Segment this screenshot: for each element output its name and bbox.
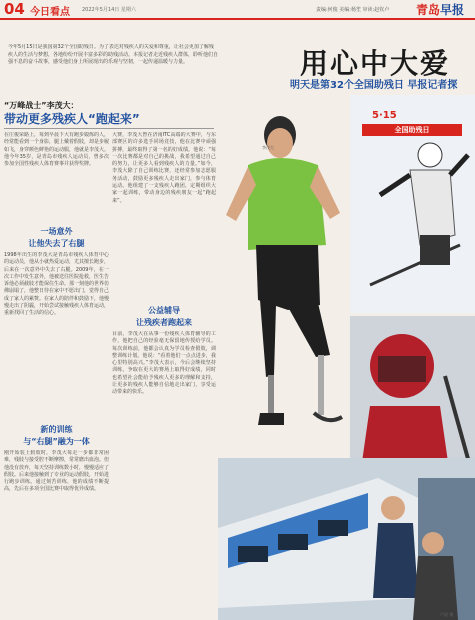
event-banner: 5·15 <box>372 110 397 121</box>
subheading-1b: 让他失去了右腿 <box>28 239 85 248</box>
divider <box>4 128 214 129</box>
event-banner-label: 全国助残日 <box>362 124 462 136</box>
page-number: 04 <box>4 0 25 18</box>
hockey-photo <box>350 316 475 476</box>
body-text-col5: 目前，李茂大在从事一份残疾人体育辅导的工作，他把自己的经验毫无保留地传授给学员。每次训练前，他都会认真为学员检查假肢，调整训练计划。他说：“看着他们一点点进步，我心里特别高兴。”李茂大表示，今后会继续坚持训练，争取在更大的赛场上取得好成绩，同时也希望社会能给予残疾人更多的理解和支持，让更多的残疾人能够自信地走出家门，享受运动带来的快乐。 <box>112 331 216 396</box>
runner-photo <box>218 95 348 455</box>
issue-date: 2022年5月14日 星期六 <box>82 7 136 13</box>
subheading-3a: 公益辅导 <box>148 306 180 315</box>
subheading-3b: 让残疾者跑起来 <box>136 318 192 327</box>
body-text-col1: 在庄俊荣路上，每到早晨下大有跑步锻炼的人，经常能看到一个身影，腿上戴着假肢，却是步履如飞，身穿颜色鲜艳的运动服，他就是李茂大。他今年35岁，是青岛市残疾人运动员，曾多次参加全国性残疾人体育赛事并获得奖牌。 <box>4 132 109 168</box>
editor-credits: 责编:何俊 美编:杨笙 审读:赵钦卢 <box>316 7 390 13</box>
body-text-col3: 刚开始装上假肢时，李茂大每走一步都非常困难，残肢与接受腔不断摩擦，常常磨出血泡。但他没有放弃，每天坚持训练数小时，慢慢适应了假肢。后来他接触到了专业的运动假肢，开始进行跑步训练。通过刻苦训练，他的成绩不断提高，先后在多项全国比赛中取得优异成绩。 <box>4 450 109 493</box>
brand-part-b: 早报 <box>440 3 465 17</box>
body-text-col4: 大赛，李茂大曾在济南ITC高端的大赛中，与东部赛区的许多选手同场竞技，他在比赛中顽强拼搏，最终取得了第一名的好成绩。他说：“每一次比赛都是对自己的挑战，我希望通过自己的努力，让更多人看到残疾人的力量。”如今，李茂大除了自己训练比赛，还经常参加志愿服务活动，鼓励更多残疾人走出家门，参与体育运动。他组建了一支残疾人跑团，定期组织大家一起训练，带动身边的残疾朋友一起“跑起来”。 <box>112 132 216 204</box>
photo-credit: 卢晨 摄 <box>440 612 454 617</box>
section-title: 今日看点 <box>30 7 70 18</box>
page-headline: 用心中大爱 <box>300 47 451 80</box>
bus-photo <box>218 458 475 620</box>
newspaper-brand <box>416 1 464 18</box>
body-text-col2: 1998年出生的李茂大是青岛市残疾人体育中心的运动员，他从小就热爱运动，尤其擅长跑步，后来在一次意外中失去了右腿。2009年，在一次工作中发生意外，他被送往医院抢救，医生告诉他必须截肢才能保住生命。那一刻他的世界仿佛崩塌了，他整日待在家中不愿出门，觉得自己成了家人的累赘。在家人的陪伴和鼓励下，他慢慢走出了阴霾，开始尝试接触残疾人体育运动，重新找回了生活的信心。 <box>4 252 109 317</box>
brand-part-a: 青岛 <box>416 3 441 17</box>
page-subheadline: 明天是第32个全国助残日 早报记者探 <box>290 80 458 91</box>
article-kicker: “万峰战士”李茂大： <box>4 101 79 110</box>
subheading-1a: 一场意外 <box>40 227 73 236</box>
lead-paragraph: 今年5月15日是我国第32个全国助残日。为了表达对残疾人的关爱和尊重，让社会更加了解残疾人的生活与梦想，各地纷纷开展丰富多彩的助残活动。本报记者走近残疾人群体，聆听他们自强不息的奋斗故事，感受他们身上所展现出的乐观与坚韧，一起传递温暖与力量。 <box>8 44 218 65</box>
masthead-bar <box>0 0 475 20</box>
article-title: 带动更多残疾人“跑起来” <box>4 112 140 126</box>
subheading-2a: 新的训练 <box>40 425 73 434</box>
subheading-2b: 与“右腿”融为一体 <box>23 437 90 446</box>
photo-caption: 李茂大 <box>262 145 274 150</box>
